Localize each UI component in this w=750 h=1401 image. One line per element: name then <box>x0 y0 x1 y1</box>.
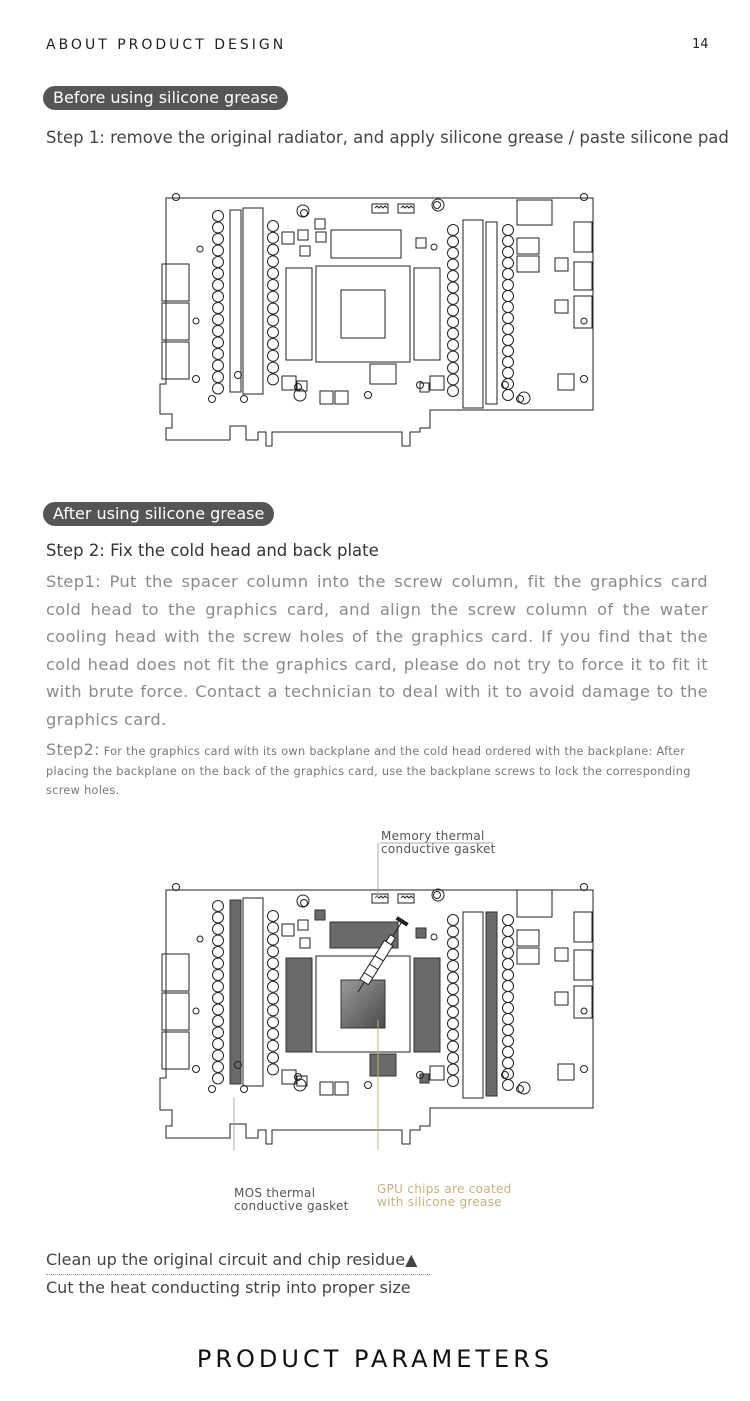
component-circle <box>213 222 224 233</box>
component-circle <box>448 236 459 247</box>
component-circle <box>503 1003 514 1014</box>
component-circle <box>448 305 459 316</box>
component-circle <box>448 938 459 949</box>
component-circle <box>448 926 459 937</box>
component-circle <box>213 970 224 981</box>
component-circle <box>268 244 279 255</box>
component-circle <box>193 376 200 383</box>
component-circle <box>268 1017 279 1028</box>
component-circle <box>268 280 279 291</box>
component-circle <box>213 211 224 222</box>
component-circle <box>503 258 514 269</box>
component-circle <box>213 935 224 946</box>
mos-pad-right <box>486 912 497 1096</box>
component-circle <box>268 268 279 279</box>
component-circle <box>503 390 514 401</box>
component-circle <box>213 958 224 969</box>
component-circle <box>503 1047 514 1058</box>
component-circle <box>241 396 248 403</box>
component-circle <box>173 884 180 891</box>
component-circle <box>365 1082 372 1089</box>
component-circle <box>213 947 224 958</box>
component-circle <box>193 1008 199 1014</box>
component-circle <box>213 372 224 383</box>
component-circle <box>213 1016 224 1027</box>
component-circle <box>268 221 279 232</box>
component-circle <box>503 1025 514 1036</box>
component-circle <box>581 376 588 383</box>
step2-heading: Step 2: Fix the cold head and back plate <box>46 541 379 560</box>
component-circle <box>503 335 514 346</box>
component-circle <box>448 995 459 1006</box>
component-circle <box>235 372 242 379</box>
component-circle <box>448 363 459 374</box>
component-circle <box>268 958 279 969</box>
component-circle <box>503 915 514 926</box>
component-circle <box>448 915 459 926</box>
component-circle <box>268 946 279 957</box>
component-circle <box>268 291 279 302</box>
mos-gasket-label: MOS thermal conductive gasket <box>234 1186 349 1213</box>
mos-leader-line <box>234 1098 345 1150</box>
component-circle <box>503 992 514 1003</box>
component-circle <box>209 1086 216 1093</box>
component-circle <box>431 244 437 250</box>
pcb-diagram-after <box>150 820 610 1150</box>
component-circle <box>448 282 459 293</box>
step2-lead: Step2: <box>46 740 100 759</box>
component-circle <box>213 901 224 912</box>
component-circle <box>197 246 203 252</box>
component-circle <box>448 1076 459 1087</box>
clean-up-note: Clean up the original circuit and chip residue▲ <box>46 1250 418 1269</box>
component-circle <box>213 280 224 291</box>
component-circle <box>213 360 224 371</box>
component-circle <box>448 949 459 960</box>
component-circle <box>268 911 279 922</box>
component-circle <box>448 972 459 983</box>
component-circle <box>448 248 459 259</box>
before-section-pill: Before using silicone grease <box>43 86 288 110</box>
component-circle <box>448 328 459 339</box>
mos-pad-left <box>230 900 241 1084</box>
component-circle <box>213 268 224 279</box>
component-circle <box>581 194 588 201</box>
component-circle <box>209 396 216 403</box>
component-circle <box>268 232 279 243</box>
component-circle <box>448 1053 459 1064</box>
component-circle <box>518 392 530 404</box>
memory-gasket-label: Memory thermal conductive gasket <box>381 829 496 856</box>
component-circle <box>213 337 224 348</box>
component-circle <box>213 326 224 337</box>
component-circle <box>213 383 224 394</box>
component-circle <box>434 892 441 899</box>
component-circle <box>517 1086 524 1093</box>
component-circle <box>213 291 224 302</box>
component-circle <box>213 993 224 1004</box>
component-circle <box>268 362 279 373</box>
component-circle <box>503 357 514 368</box>
pcb-outline <box>160 198 593 446</box>
component-circle <box>434 202 441 209</box>
component-circle <box>268 327 279 338</box>
step1-paragraph: Step1: Put the spacer column into the screw column, fit the graphics card cold head to the graphics card, and align the screw column of the water cooling head with the screw holes of the graphics card. If you find that the cold head does not fit the graphics card, please do not try to force it to fit it with brute force. Contact a technician to deal with it to avoid damage to the graphics card. <box>46 572 708 729</box>
gpu-grease-label: GPU chips are coated with silicone grease <box>377 1182 512 1209</box>
component-circle <box>431 934 437 940</box>
component-circle <box>213 349 224 360</box>
component-circle <box>448 271 459 282</box>
component-circle <box>503 346 514 357</box>
component-circle <box>518 1082 530 1094</box>
component-circle <box>213 257 224 268</box>
after-section-pill: After using silicone grease <box>43 502 274 526</box>
component-circle <box>213 924 224 935</box>
component-circle <box>213 1062 224 1073</box>
component-circle <box>268 981 279 992</box>
cut-strip-note: Cut the heat conducting strip into proper size <box>46 1278 411 1297</box>
component-circle <box>213 1073 224 1084</box>
component-circle <box>503 247 514 258</box>
component-circle <box>448 984 459 995</box>
component-circle <box>581 1066 588 1073</box>
component-circle <box>503 981 514 992</box>
component-circle <box>268 922 279 933</box>
memory-pad-left <box>286 958 312 1052</box>
component-circle <box>268 993 279 1004</box>
component-circle <box>503 291 514 302</box>
component-circle <box>448 1041 459 1052</box>
component-circle <box>268 1040 279 1051</box>
component-circle <box>448 1064 459 1075</box>
component-circle <box>503 1058 514 1069</box>
component-circle <box>213 1039 224 1050</box>
component-circle <box>268 256 279 267</box>
component-circle <box>268 1052 279 1063</box>
component-circle <box>448 1007 459 1018</box>
component-circle <box>268 970 279 981</box>
component-circle <box>268 315 279 326</box>
memory-pad-right <box>414 958 440 1052</box>
component-circle <box>503 1014 514 1025</box>
component-circle <box>503 959 514 970</box>
component-circle <box>213 303 224 314</box>
component-circle <box>268 303 279 314</box>
component-circle <box>448 1030 459 1041</box>
component-circle <box>503 269 514 280</box>
component-circle <box>213 1004 224 1015</box>
component-circle <box>503 225 514 236</box>
component-circle <box>193 1066 200 1073</box>
component-circle <box>268 1029 279 1040</box>
component-circle <box>448 1018 459 1029</box>
component-circle <box>268 1064 279 1075</box>
component-circle <box>448 961 459 972</box>
product-parameters-heading: PRODUCT PARAMETERS <box>196 1345 554 1373</box>
component-circle <box>448 317 459 328</box>
component-circle <box>503 236 514 247</box>
component-circle <box>503 302 514 313</box>
component-circle <box>448 351 459 362</box>
component-circle <box>268 350 279 361</box>
component-circle <box>213 245 224 256</box>
step2-body: For the graphics card with its own backplane and the cold head ordered with the backplane: After placing the backplane on the back of the graphics card, use the backplane screws to lock the corresponding screw holes. <box>46 745 691 797</box>
dotted-divider <box>46 1274 430 1275</box>
component-circle <box>503 926 514 937</box>
component-circle <box>503 368 514 379</box>
component-circle <box>197 936 203 942</box>
component-circle <box>581 1008 587 1014</box>
component-circle <box>213 912 224 923</box>
component-circle <box>503 313 514 324</box>
section-header: ABOUT PRODUCT DESIGN <box>46 37 287 53</box>
component-circle <box>294 1079 306 1091</box>
component-circle <box>193 318 199 324</box>
component-circle <box>448 340 459 351</box>
component-circle <box>448 374 459 385</box>
component-circle <box>448 225 459 236</box>
component-circle <box>581 318 587 324</box>
step2-paragraph <box>46 740 716 801</box>
component-circle <box>503 1036 514 1047</box>
component-circle <box>503 324 514 335</box>
page-number: 14 <box>692 37 709 52</box>
component-circle <box>268 934 279 945</box>
component-circle <box>503 280 514 291</box>
component-circle <box>503 970 514 981</box>
component-circle <box>448 294 459 305</box>
component-circle <box>268 374 279 385</box>
component-circle <box>581 884 588 891</box>
component-circle <box>173 194 180 201</box>
component-circle <box>213 314 224 325</box>
component-circle <box>241 1086 248 1093</box>
component-circle <box>365 392 372 399</box>
memory-leader-line <box>375 843 378 897</box>
pcb-diagram-before <box>150 190 610 455</box>
component-circle <box>517 396 524 403</box>
step1-instruction: Step 1: remove the original radiator, and apply silicone grease / paste silicone pad <box>46 128 729 147</box>
component-circle <box>503 1080 514 1091</box>
component-circle <box>213 234 224 245</box>
component-circle <box>503 937 514 948</box>
component-circle <box>213 1050 224 1061</box>
component-circle <box>448 386 459 397</box>
component-circle <box>448 259 459 270</box>
component-circle <box>268 1005 279 1016</box>
component-circle <box>213 981 224 992</box>
component-circle <box>268 339 279 350</box>
component-circle <box>213 1027 224 1038</box>
component-circle <box>503 948 514 959</box>
